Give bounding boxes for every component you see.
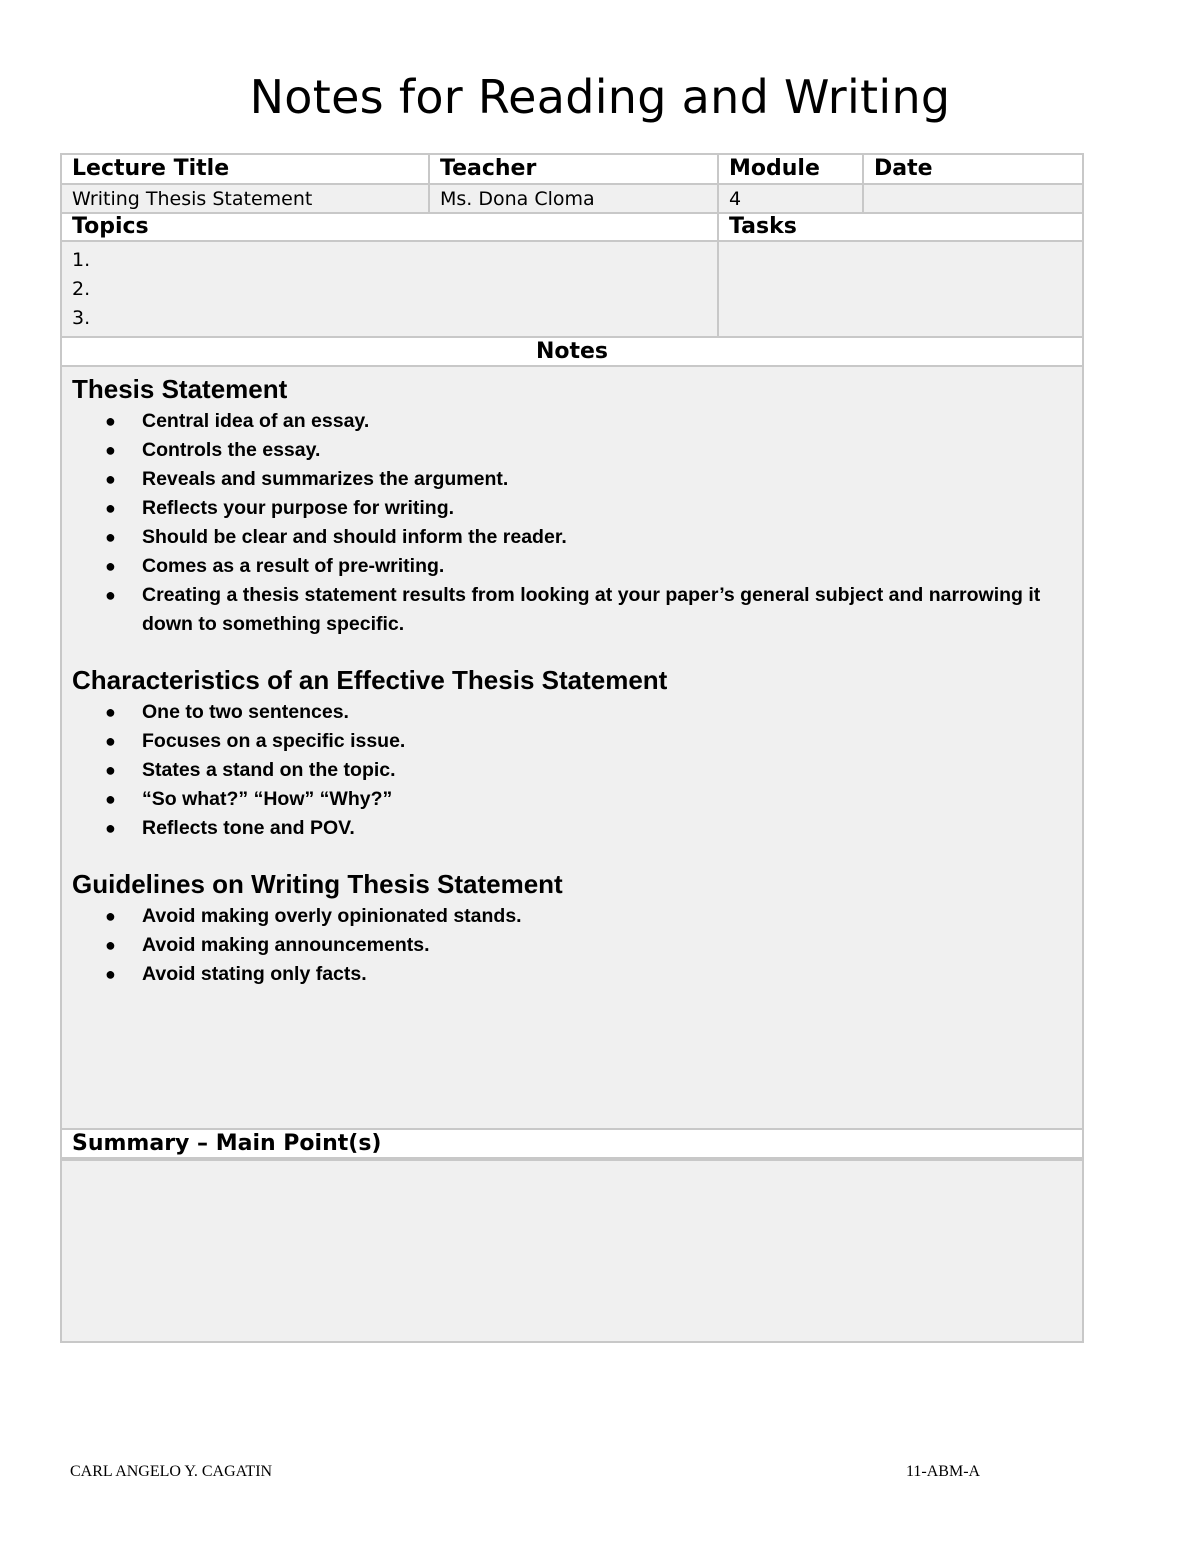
divider (62, 336, 1082, 338)
divider (62, 1157, 1082, 1161)
summary-label: Summary – Main Point(s) (62, 1130, 1082, 1157)
list-item: ● Focuses on a specific issue. (105, 730, 406, 752)
list-item: ● Controls the essay. (105, 439, 321, 461)
module-label: Module (719, 155, 862, 183)
module-value: 4 (719, 185, 862, 212)
topic-item-3: 3. (72, 307, 91, 329)
section-heading-guidelines: Guidelines on Writing Thesis Statement (72, 869, 563, 899)
divider (62, 183, 1082, 185)
notes-body (62, 367, 1082, 1128)
list-item: ● Comes as a result of pre-writing. (105, 555, 445, 577)
section-heading-thesis: Thesis Statement (72, 374, 288, 404)
divider (62, 1128, 1082, 1130)
list-item: ● Reveals and summarizes the argument. (105, 468, 509, 490)
summary-body (62, 1161, 1082, 1341)
footer-section: 11-ABM-A (906, 1463, 981, 1480)
section-heading-characteristics: Characteristics of an Effective Thesis Statement (72, 665, 668, 695)
list-item: ● Avoid making announcements. (105, 934, 430, 956)
list-item: ● Central idea of an essay. (105, 410, 370, 432)
divider (62, 240, 1082, 242)
date-value (864, 185, 1082, 212)
list-item: ● Creating a thesis statement results from looking at your paper’s general subject and narrowing it down to something specific. (105, 584, 1041, 635)
teacher-label: Teacher (430, 155, 717, 183)
list-item: ● States a stand on the topic. (105, 759, 396, 781)
lecture-title-value: Writing Thesis Statement (62, 185, 428, 212)
topic-item-2: 2. (72, 278, 91, 300)
topics-body (62, 242, 717, 336)
list-item: ● Should be clear and should inform the reader. (105, 526, 567, 548)
list-item: ● Avoid stating only facts. (105, 963, 367, 985)
notes-table (60, 153, 1084, 1343)
date-label: Date (864, 155, 1082, 183)
topics-label: Topics (62, 214, 717, 240)
list-item: ● Avoid making overly opinionated stands. (105, 905, 522, 927)
thesis-bullets (72, 407, 1072, 639)
topic-item-1: 1. (72, 249, 91, 271)
topics-list (62, 242, 717, 333)
teacher-value: Ms. Dona Cloma (430, 185, 717, 212)
divider (62, 212, 1082, 214)
page-title: Notes for Reading and Writing (249, 70, 951, 124)
divider (862, 155, 864, 212)
tasks-label: Tasks (719, 214, 1082, 240)
divider (62, 365, 1082, 367)
divider (428, 155, 430, 212)
notes-label: Notes (62, 338, 1082, 365)
tasks-body (719, 242, 1082, 336)
divider (717, 155, 719, 336)
characteristics-bullets (72, 698, 1072, 843)
list-item: ● Reflects tone and POV. (105, 817, 355, 839)
list-item: ● Reflects your purpose for writing. (105, 497, 455, 519)
list-item: ● “So what?” “How” “Why?” (105, 788, 393, 810)
guidelines-bullets (72, 902, 1072, 989)
lecture-title-label: Lecture Title (62, 155, 428, 183)
footer-name: CARL ANGELO Y. CAGATIN (70, 1463, 273, 1480)
list-item: ● One to two sentences. (105, 701, 349, 723)
